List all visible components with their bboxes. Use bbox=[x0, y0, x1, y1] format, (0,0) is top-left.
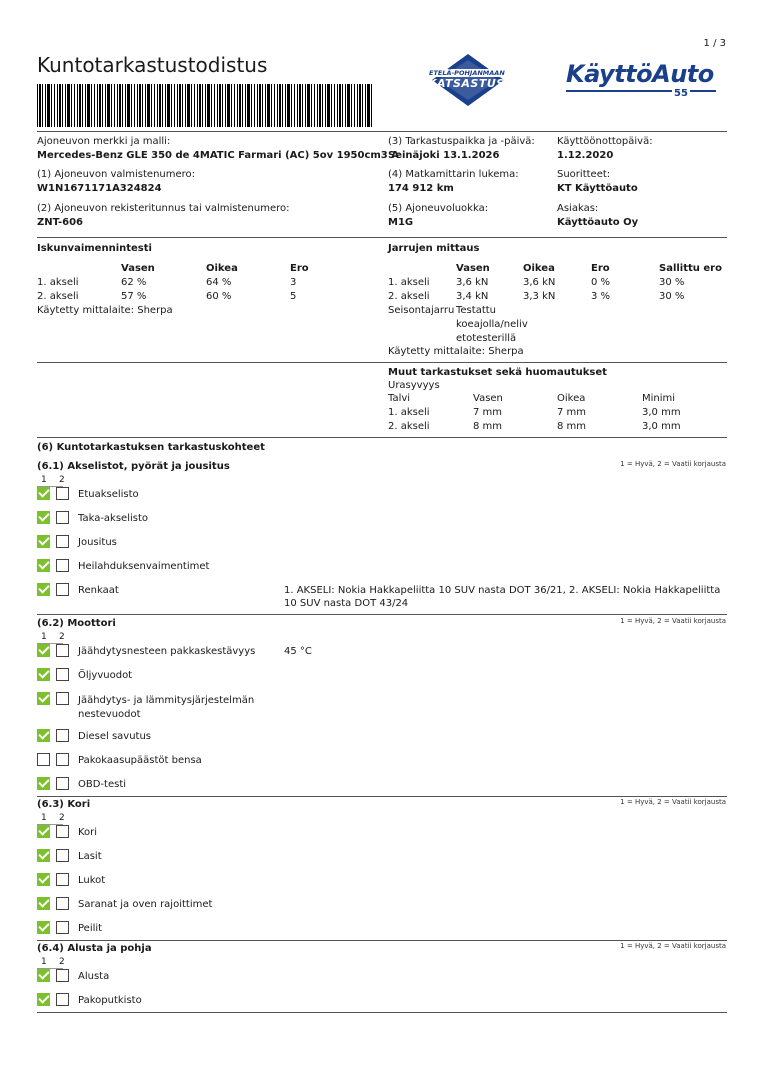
class-value: M1G bbox=[388, 217, 414, 228]
brakes-row-sallittu: 30 % bbox=[659, 291, 685, 302]
rating-2-checkbox[interactable] bbox=[56, 993, 69, 1006]
rating-2-checkbox[interactable] bbox=[56, 873, 69, 886]
shock-header-oikea: Oikea bbox=[206, 263, 238, 274]
brakes-header-oikea: Oikea bbox=[523, 263, 555, 274]
rating-2-checkbox[interactable] bbox=[56, 849, 69, 862]
document-title: Kuntotarkastustodistus bbox=[37, 53, 268, 77]
rating-1-checkbox[interactable] bbox=[37, 993, 50, 1006]
place-value: Seinäjoki 13.1.2026 bbox=[388, 150, 500, 161]
tread-row-label: 2. akseli bbox=[388, 421, 430, 432]
rating-1-checkbox[interactable] bbox=[37, 729, 50, 742]
rating-2-checkbox[interactable] bbox=[56, 729, 69, 742]
brakes-row-oikea: 3,3 kN bbox=[523, 291, 556, 302]
section-title: (6.3) Kori bbox=[37, 799, 91, 810]
rating-1-checkbox[interactable] bbox=[37, 535, 50, 548]
rating-legend: 1 = Hyvä, 2 = Vaatii korjausta bbox=[620, 942, 726, 950]
check-item-label: Lasit bbox=[78, 851, 102, 862]
rating-1-checkbox[interactable] bbox=[37, 873, 50, 886]
class-label: (5) Ajoneuvoluokka: bbox=[388, 203, 489, 214]
scale-label-1: 1 bbox=[41, 632, 47, 642]
scale-label-1: 1 bbox=[41, 813, 47, 823]
check-item-label: OBD-testi bbox=[78, 779, 127, 790]
rating-1-checkbox[interactable] bbox=[37, 559, 50, 572]
tyre-note: 1. AKSELI: Nokia Hakkapeliitta 10 SUV nasta DOT 36/21, 2. AKSELI: Nokia Hakkapeliitta 10 SUV nasta DOT 43/24 bbox=[284, 585, 721, 609]
shock-row-oikea: 64 % bbox=[206, 277, 232, 288]
check-item-label: Pakokaasupäästöt bensa bbox=[78, 755, 202, 766]
check-item-label: Pakoputkisto bbox=[78, 995, 142, 1006]
rating-1-checkbox[interactable] bbox=[37, 511, 50, 524]
rating-2-checkbox[interactable] bbox=[56, 644, 69, 657]
rating-1-checkbox[interactable] bbox=[37, 668, 50, 681]
parking-brake-value-3: etotesterillä bbox=[456, 333, 517, 344]
shock-row-label: 2. akseli bbox=[37, 291, 79, 302]
scale-label-2: 2 bbox=[59, 632, 65, 642]
rating-2-checkbox[interactable] bbox=[56, 825, 69, 838]
rating-1-checkbox[interactable] bbox=[37, 753, 50, 766]
katsastus-logo-main: KATSASTUS bbox=[428, 77, 505, 90]
katsastus-logo-top: ETELÄ-POHJANMAAN bbox=[429, 69, 505, 77]
section-title: (6.2) Moottori bbox=[37, 618, 116, 629]
other-header-talvi: Talvi bbox=[388, 393, 411, 404]
scale-label-2: 2 bbox=[59, 957, 65, 967]
kayttoauto-logo-text: KäyttöAuto bbox=[566, 60, 714, 88]
vin-label: (1) Ajoneuvon valmistenumero: bbox=[37, 169, 196, 180]
parking-brake-value-1: Testattu bbox=[456, 305, 496, 316]
rating-2-checkbox[interactable] bbox=[56, 583, 69, 596]
scale-label-2: 2 bbox=[59, 475, 65, 485]
tread-row-minimi: 3,0 mm bbox=[642, 407, 681, 418]
other-subtitle: Urasyvyys bbox=[388, 380, 440, 391]
rating-1-checkbox[interactable] bbox=[37, 849, 50, 862]
shock-row-label: 1. akseli bbox=[37, 277, 79, 288]
brakes-row-oikea: 3,6 kN bbox=[523, 277, 556, 288]
kayttoauto-logo-line bbox=[566, 90, 716, 92]
check-item-label: Taka-akselisto bbox=[78, 513, 149, 524]
customer-label: Asiakas: bbox=[557, 203, 599, 214]
odometer-value: 174 912 km bbox=[388, 183, 454, 194]
other-header-minimi: Minimi bbox=[642, 393, 676, 404]
customer-value: Käyttöauto Oy bbox=[557, 217, 639, 228]
brakes-row-label: 2. akseli bbox=[388, 291, 430, 302]
first-use-value: 1.12.2020 bbox=[557, 150, 614, 161]
check-item-label: Renkaat bbox=[78, 585, 119, 596]
shock-header-ero: Ero bbox=[290, 263, 309, 274]
inspection-title: (6) Kuntotarkastuksen tarkastuskohteet bbox=[37, 442, 265, 453]
make-value: Mercedes-Benz GLE 350 de 4MATIC Farmari (AC) 5ov 1950cm3 A bbox=[37, 150, 399, 161]
brakes-header-ero: Ero bbox=[591, 263, 610, 274]
rating-1-checkbox[interactable] bbox=[37, 644, 50, 657]
first-use-label: Käyttöönottopäivä: bbox=[557, 136, 653, 147]
make-label: Ajoneuvon merkki ja malli: bbox=[37, 136, 171, 147]
reg-label: (2) Ajoneuvon rekisteritunnus tai valmistenumero: bbox=[37, 203, 290, 214]
vin-value: W1N1671171A324824 bbox=[37, 183, 162, 194]
rating-2-checkbox[interactable] bbox=[56, 777, 69, 790]
brakes-header-vasen: Vasen bbox=[456, 263, 490, 274]
check-item-label: Heilahduksenvaimentimet bbox=[78, 561, 210, 572]
shock-row-ero: 5 bbox=[290, 291, 297, 302]
tread-row-vasen: 7 mm bbox=[473, 407, 503, 418]
vehicle-divider bbox=[37, 237, 727, 238]
check-item-label: Alusta bbox=[78, 971, 110, 982]
measure-divider bbox=[37, 362, 727, 363]
brakes-header-sallittu: Sallittu ero bbox=[659, 263, 722, 274]
check-item-label: Kori bbox=[78, 827, 98, 838]
section-divider bbox=[37, 796, 727, 797]
header-divider bbox=[37, 131, 727, 132]
brakes-row-vasen: 3,4 kN bbox=[456, 291, 489, 302]
check-item-label: Saranat ja oven rajoittimet bbox=[78, 899, 213, 910]
katsastus-logo bbox=[420, 52, 516, 108]
rating-2-checkbox[interactable] bbox=[56, 559, 69, 572]
rating-1-checkbox[interactable] bbox=[37, 825, 50, 838]
kayttoauto-logo-number: 55 bbox=[674, 88, 688, 99]
rating-2-checkbox[interactable] bbox=[56, 753, 69, 766]
place-label: (3) Tarkastuspaikka ja -päivä: bbox=[388, 136, 535, 147]
other-header-vasen: Vasen bbox=[473, 393, 503, 404]
rating-legend: 1 = Hyvä, 2 = Vaatii korjausta bbox=[620, 798, 726, 806]
rating-1-checkbox[interactable] bbox=[37, 487, 50, 500]
kayttoauto-logo bbox=[566, 60, 726, 102]
rating-1-checkbox[interactable] bbox=[37, 692, 50, 705]
rating-legend: 1 = Hyvä, 2 = Vaatii korjausta bbox=[620, 617, 726, 625]
rating-2-checkbox[interactable] bbox=[56, 969, 69, 982]
scale-label-1: 1 bbox=[41, 957, 47, 967]
rating-2-checkbox[interactable] bbox=[56, 921, 69, 934]
tread-row-label: 1. akseli bbox=[388, 407, 430, 418]
section-title: (6.1) Akselistot, pyörät ja jousitus bbox=[37, 461, 230, 472]
check-item-label: Jäähdytysnesteen pakkaskestävyys bbox=[78, 646, 256, 657]
odometer-label: (4) Matkamittarin lukema: bbox=[388, 169, 519, 180]
check-item-label: Lukot bbox=[78, 875, 106, 886]
rating-1-checkbox[interactable] bbox=[37, 969, 50, 982]
rating-1-checkbox[interactable] bbox=[37, 897, 50, 910]
scale-label-1: 1 bbox=[41, 475, 47, 485]
check-item-label: Öljyvuodot bbox=[78, 670, 133, 681]
brakes-row-ero: 3 % bbox=[591, 291, 611, 302]
check-item-label: Jäähdytys- ja lämmitysjärjestelmän nestevuodot bbox=[78, 695, 255, 720]
shock-row-vasen: 57 % bbox=[121, 291, 147, 302]
coolant-note: 45 °C bbox=[284, 646, 312, 657]
rating-1-checkbox[interactable] bbox=[37, 777, 50, 790]
page-number: 1 / 3 bbox=[703, 38, 726, 49]
shock-row-ero: 3 bbox=[290, 277, 297, 288]
check-item-label: Etuakselisto bbox=[78, 489, 139, 500]
rating-2-checkbox[interactable] bbox=[56, 692, 69, 705]
rating-1-checkbox[interactable] bbox=[37, 583, 50, 596]
parking-brake-value-2: koeajolla/neliv bbox=[456, 319, 528, 330]
performer-label: Suoritteet: bbox=[557, 169, 611, 180]
other-divider bbox=[37, 437, 727, 438]
rating-2-checkbox[interactable] bbox=[56, 897, 69, 910]
tread-row-vasen: 8 mm bbox=[473, 421, 503, 432]
section-divider bbox=[37, 940, 727, 941]
reg-value: ZNT-606 bbox=[37, 217, 83, 228]
barcode-image bbox=[37, 84, 374, 127]
brakes-device: Käytetty mittalaite: Sherpa bbox=[388, 346, 524, 357]
tread-row-oikea: 7 mm bbox=[557, 407, 587, 418]
rating-1-checkbox[interactable] bbox=[37, 921, 50, 934]
rating-legend: 1 = Hyvä, 2 = Vaatii korjausta bbox=[620, 460, 726, 468]
brakes-title: Jarrujen mittaus bbox=[388, 243, 480, 254]
rating-2-checkbox[interactable] bbox=[56, 487, 69, 500]
check-item-label: Peilit bbox=[78, 923, 103, 934]
section-title: (6.4) Alusta ja pohja bbox=[37, 943, 152, 954]
shock-header-vasen: Vasen bbox=[121, 263, 155, 274]
brakes-row-ero: 0 % bbox=[591, 277, 611, 288]
shock-title: Iskunvaimennintesti bbox=[37, 243, 152, 254]
parking-brake-label: Seisontajarru bbox=[388, 305, 455, 316]
tread-row-minimi: 3,0 mm bbox=[642, 421, 681, 432]
shock-row-oikea: 60 % bbox=[206, 291, 232, 302]
other-header-oikea: Oikea bbox=[557, 393, 586, 404]
tread-row-oikea: 8 mm bbox=[557, 421, 587, 432]
brakes-row-label: 1. akseli bbox=[388, 277, 430, 288]
check-item-label: Jousitus bbox=[78, 537, 117, 548]
performer-value: KT Käyttöauto bbox=[557, 183, 638, 194]
brakes-row-sallittu: 30 % bbox=[659, 277, 685, 288]
rating-2-checkbox[interactable] bbox=[56, 668, 69, 681]
brakes-row-vasen: 3,6 kN bbox=[456, 277, 489, 288]
section-divider bbox=[37, 614, 727, 615]
rating-2-checkbox[interactable] bbox=[56, 535, 69, 548]
scale-label-2: 2 bbox=[59, 813, 65, 823]
section-divider bbox=[37, 1012, 727, 1013]
rating-2-checkbox[interactable] bbox=[56, 511, 69, 524]
shock-device: Käytetty mittalaite: Sherpa bbox=[37, 305, 173, 316]
other-title: Muut tarkastukset sekä huomautukset bbox=[388, 367, 607, 378]
shock-row-vasen: 62 % bbox=[121, 277, 147, 288]
check-item-label: Diesel savutus bbox=[78, 731, 152, 742]
